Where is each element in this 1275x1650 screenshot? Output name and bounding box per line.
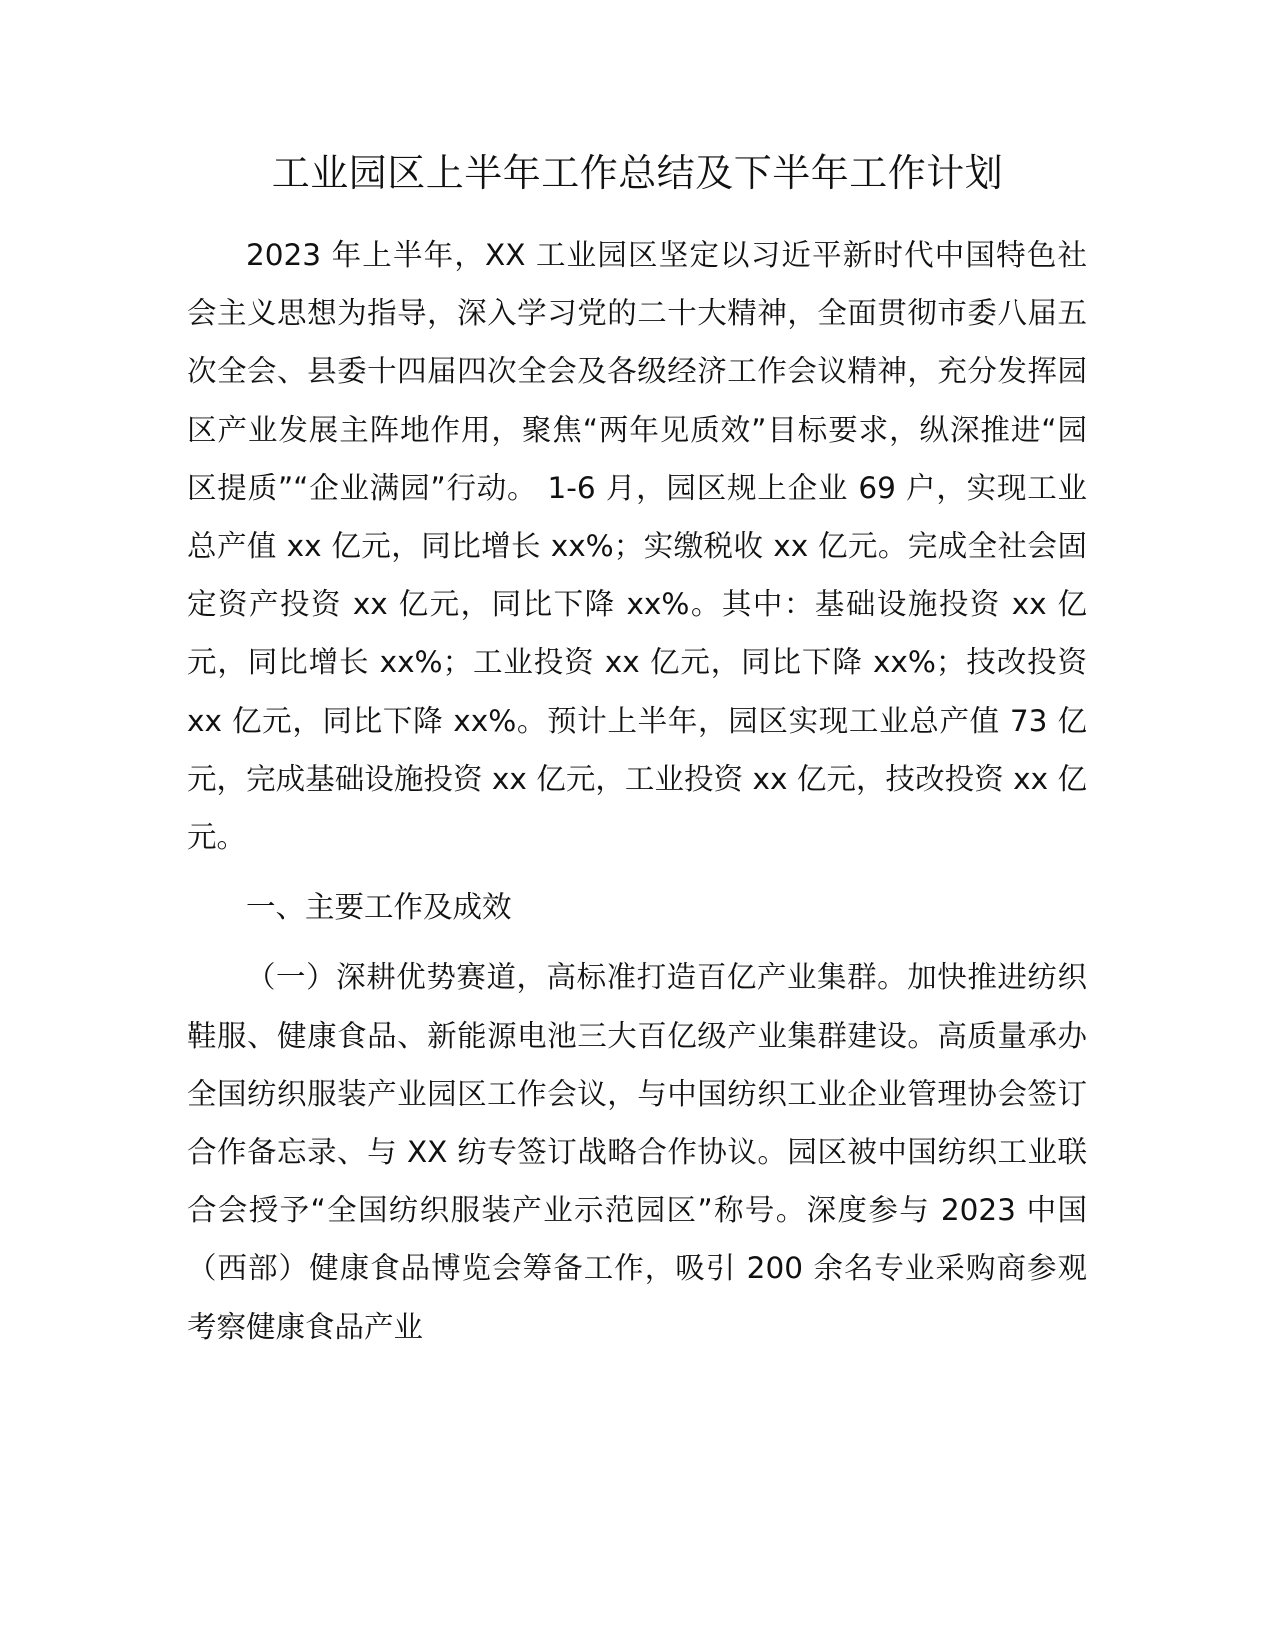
document-body	[187, 226, 1087, 1356]
intro-paragraph: 2023 年上半年，XX 工业园区坚定以习近平新时代中国特色社会主义思想为指导，深入学习党的二十大精神，全面贯彻市委八届五次全会、县委十四届四次全会及各级经济工作会议精神，充分发挥园区产业发展主阵地作用，聚焦“两年见质效”目标要求，纵深推进“园区提质”“企业满园”行动。 1-6 月，园区规上企业 69 户，实现工业总产值 xx 亿元，同比增长 xx%；实缴税收 xx 亿元。完成全社会固定资产投资 xx 亿元，同比下降 xx%。其中：基础设施投资 xx 亿元，同比增长 xx%；工业投资 xx 亿元，同比下降 xx%；技改投资 xx 亿元，同比下降 xx%。预计上半年，园区实现工业总产值 73 亿元，完成基础设施投资 xx 亿元，工业投资 xx 亿元，技改投资 xx 亿元。	[187, 238, 1087, 855]
section-item-paragraph: （一）深耕优势赛道，高标准打造百亿产业集群。加快推进纺织鞋服、健康食品、新能源电池三大百亿级产业集群建设。高质量承办全国纺织服装产业园区工作会议，与中国纺织工业企业管理协会签订合作备忘录、与 XX 纺专签订战略合作协议。园区被中国纺织工业联合会授予“全国纺织服装产业示范园区”称号。深度参与 2023 中国（西部）健康食品博览会筹备工作，吸引 200 余名专业采购商参观考察健康食品产业	[187, 960, 1087, 1344]
document-title: 工业园区上半年工作总结及下半年工作计划	[271, 151, 1004, 195]
section-heading: 一、主要工作及成效	[246, 890, 512, 925]
